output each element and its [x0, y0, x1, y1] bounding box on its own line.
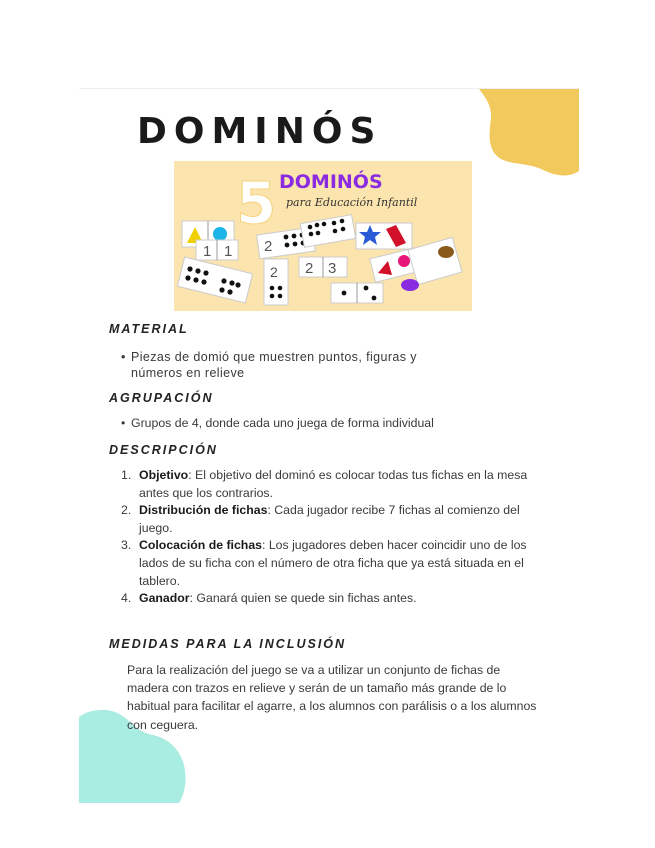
list-text: : Los jugadores deben hacer coincidir uno de los lados de su ficha con el número de otra ficha que ya está situada en el tablero. [139, 538, 527, 588]
list-label: Distribución de fichas [139, 503, 268, 518]
dominoes-cover-image [174, 161, 472, 311]
domino-vertical-icon [264, 259, 288, 305]
section-heading-agrupacion: AGRUPACIÓN [109, 391, 214, 405]
yellow-corner-shape [479, 89, 579, 179]
hero-heading: DOMINÓS [279, 171, 383, 193]
document-page [79, 88, 579, 803]
tile-number-2: 2 [305, 260, 314, 277]
domino-numbers-1-1-icon [196, 240, 238, 260]
list-item [121, 590, 541, 608]
section-heading-material: MATERIAL [109, 322, 189, 336]
list-number: 4. [121, 591, 132, 606]
domino-bottom-dots-icon [331, 283, 383, 303]
domino-star-diamond-icon [356, 223, 412, 249]
agrupacion-text: Grupos de 4, donde cada uno juega de forma individual [131, 416, 434, 430]
list-text: : El objetivo del dominó es colocar todas tus fichas en la mesa antes que los contrarios. [139, 468, 528, 500]
tile-number: 2 [270, 264, 278, 280]
domino-numbers-2-3-icon [299, 257, 347, 277]
section-heading-inclusion: MEDIDAS PARA LA INCLUSIÓN [109, 637, 347, 651]
agrupacion-bullet-item [121, 415, 521, 431]
list-item [121, 502, 541, 537]
hero-subtitle: para Educación Infantil [286, 196, 418, 209]
list-text: : Ganará quien se quede sin fichas antes. [189, 591, 417, 606]
list-number: 3. [121, 538, 132, 553]
bullet-dot: • [121, 350, 126, 364]
tile-number: 1 [203, 243, 212, 260]
inclusion-paragraph: Para la realización del juego se va a utilizar un conjunto de fichas de madera con trazos en relieve y serán de un tamaño más grande de lo habitual para facilitar el agarre, a los alumnos con parálisis o a los alumnos con ceguera. [127, 663, 537, 732]
bullet-dot: • [121, 416, 126, 430]
tile-number: 1 [224, 243, 233, 260]
tile-number: 2 [264, 238, 273, 255]
page-title: DOMINÓS [137, 111, 383, 152]
descripcion-list [121, 467, 541, 608]
tile-number: 3 [328, 260, 337, 277]
list-item [121, 537, 541, 590]
list-text: : Cada jugador recibe 7 fichas al comienzo del juego. [139, 503, 520, 535]
list-item [121, 467, 541, 502]
list-label: Objetivo [139, 468, 189, 482]
material-text: Piezas de domió que muestren puntos, figuras y números en relieve [131, 350, 417, 380]
hero-number: 5 [236, 169, 277, 237]
list-number: 1. [121, 468, 132, 482]
list-label: Colocación de fichas [139, 538, 262, 553]
material-bullet-item [121, 349, 461, 381]
list-number: 2. [121, 503, 132, 518]
section-heading-descripcion: DESCRIPCIÓN [109, 443, 218, 457]
list-label: Ganador [139, 591, 190, 606]
